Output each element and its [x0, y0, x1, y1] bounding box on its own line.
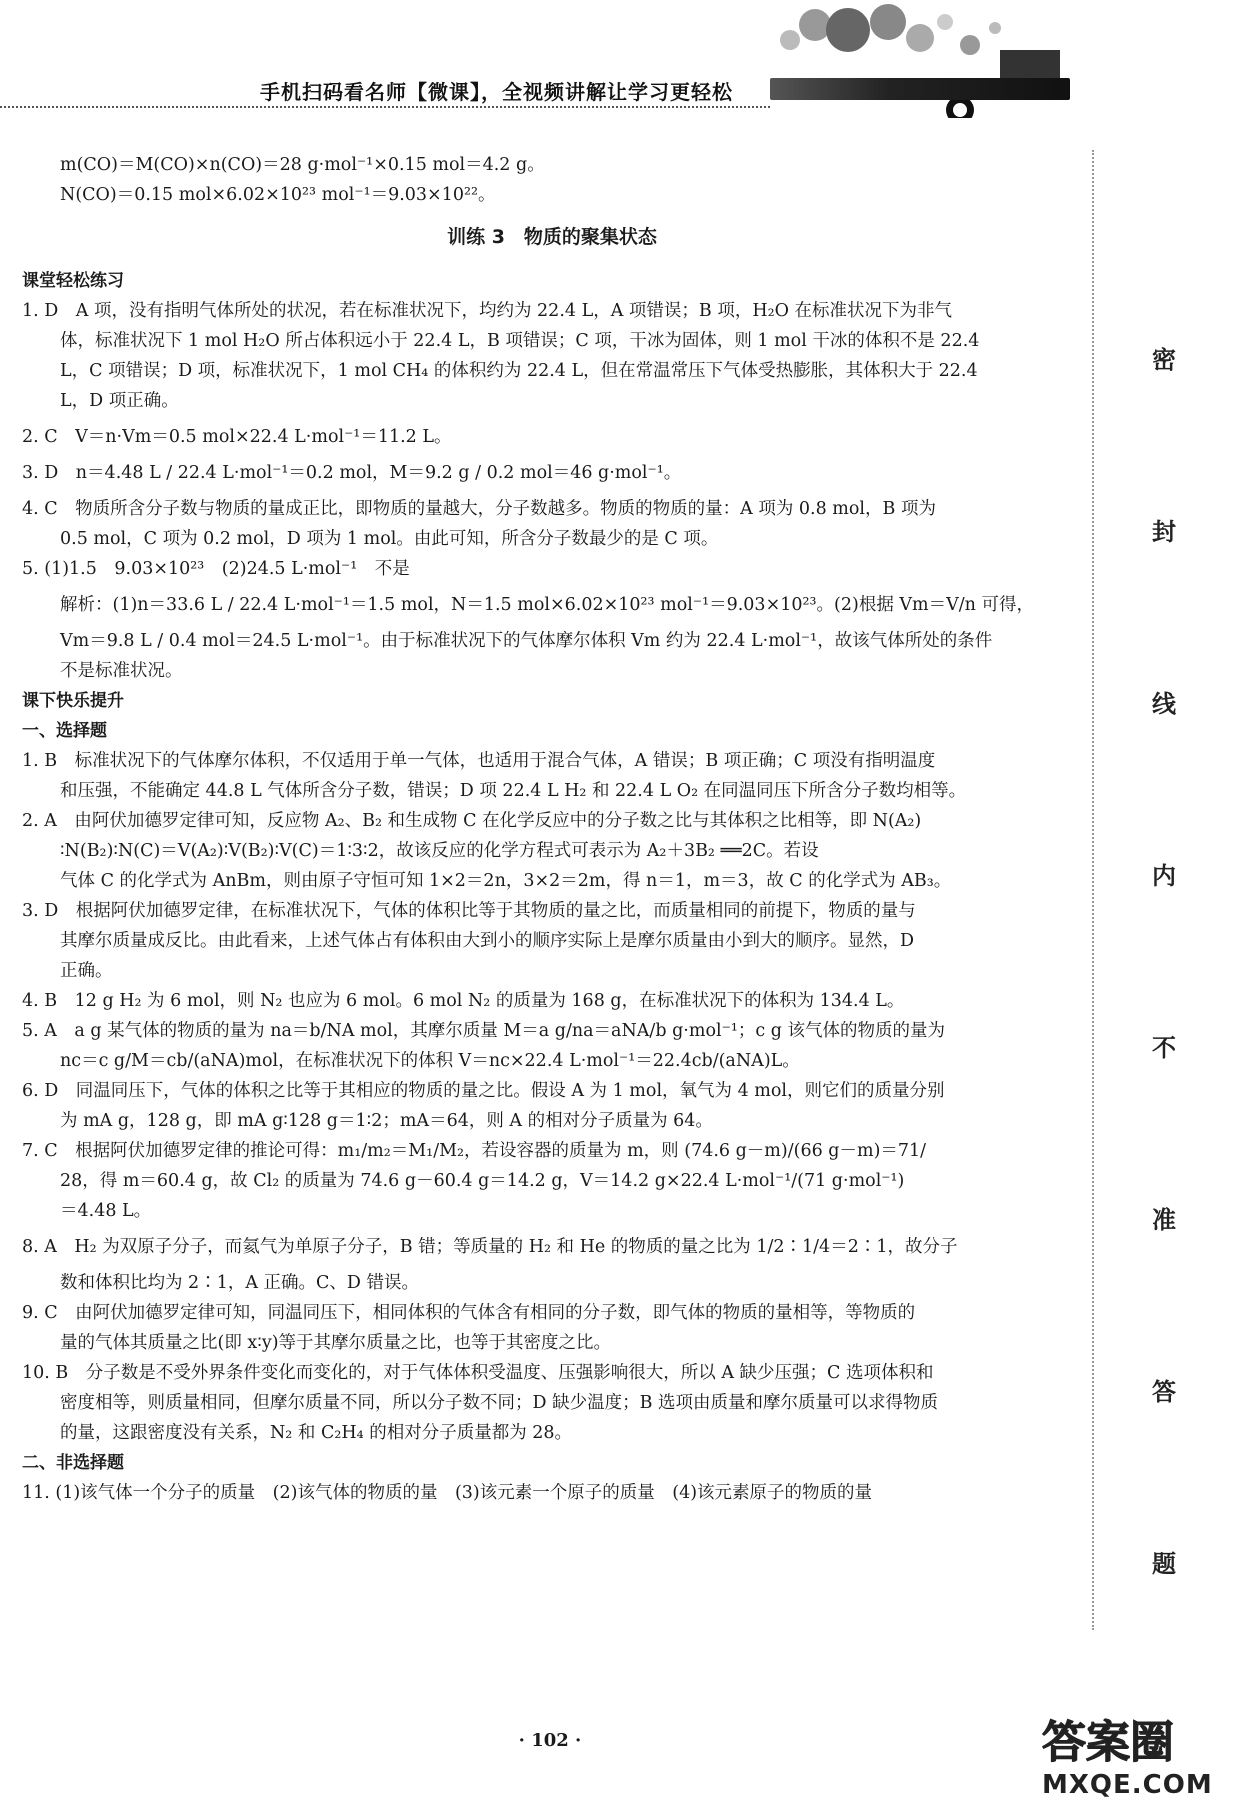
part-subheading: 一、选择题 — [22, 721, 107, 741]
text-line: 体，标准状况下 1 mol H₂O 所占体积远小于 22.4 L，B 项错误；C 项，干冰为固体，则 1 mol 干冰的体积不是 22.4 — [60, 331, 980, 351]
text-line: 7. C 根据阿伏加德罗定律的推论可得：m₁/m₂＝M₁/M₂，若设容器的质量为 m，则 (74.6 g－m)/(66 g－m)＝71/ — [22, 1141, 927, 1161]
answer-content — [22, 150, 1082, 1508]
text-line: 3. D n＝4.48 L / 22.4 L·mol⁻¹＝0.2 mol，M＝9.2 g / 0.2 mol＝46 g·mol⁻¹。 — [22, 463, 682, 483]
seal-char: 答 — [1152, 1378, 1176, 1406]
part-heading: 课下快乐提升 — [22, 691, 124, 711]
text-line: 9. C 由阿伏加德罗定律可知，同温同压下，相同体积的气体含有相同的分子数，即气体的物质的量相等，等物质的 — [22, 1303, 916, 1323]
text-line: 解析：(1)n＝33.6 L / 22.4 L·mol⁻¹＝1.5 mol，N＝1.5 mol×6.02×10²³ mol⁻¹＝9.03×10²³。(2)根据 Vm＝V/n 可得， — [60, 595, 1034, 615]
text-line: 其摩尔质量成反比。由此看来，上述气体占有体积由大到小的顺序实际上是摩尔质量由小到大的顺序。显然，D — [60, 931, 915, 951]
text-line: nc＝c g/M＝cb/(aNA)mol，在标准状况下的体积 V＝nc×22.4 L·mol⁻¹＝22.4cb/(aNA)L。 — [60, 1051, 800, 1071]
text-line: 5. A a g 某气体的物质的量为 na＝b/NA mol，其摩尔质量 M＝a g/na＝aNA/b g·mol⁻¹；c g 该气体的物质的量为 — [22, 1021, 945, 1041]
text-line: 5. (1)1.5 9.03×10²³ (2)24.5 L·mol⁻¹ 不是 — [22, 559, 410, 579]
text-line: 3. D 根据阿伏加德罗定律，在标准状况下，气体的体积比等于其物质的量之比，而质量相同的前提下，物质的量与 — [22, 901, 916, 921]
part-subheading: 二、非选择题 — [22, 1453, 124, 1473]
watermark-logo — [1042, 1706, 1232, 1800]
text-line: L，C 项错误；D 项，标准状况下，1 mol CH₄ 的体积约为 22.4 L，但在常温常压下气体受热膨胀，其体积大于 22.4 — [60, 361, 978, 381]
header-banner: 手机扫码看名师【微课】，全视频讲解让学习更轻松 — [260, 80, 733, 104]
page-header — [0, 0, 1246, 118]
text-line: 28，得 m＝60.4 g，故 Cl₂ 的质量为 74.6 g－60.4 g＝14.2 g，V＝14.2 g×22.4 L·mol⁻¹/(71 g·mol⁻¹) — [60, 1171, 905, 1191]
text-line: 2. A 由阿伏加德罗定律可知，反应物 A₂、B₂ 和生成物 C 在化学反应中的分子数之比与其体积之比相等，即 N(A₂) — [22, 811, 922, 831]
text-line: 11. (1)该气体一个分子的质量 (2)该气体的物质的量 (3)该元素一个原子的质量 (4)该元素原子的物质的量 — [22, 1483, 873, 1503]
seal-char: 密 — [1152, 346, 1176, 374]
text-line: 量的气体其质量之比(即 x∶y)等于其摩尔质量之比，也等于其密度之比。 — [60, 1333, 612, 1353]
page-number: · 102 · — [518, 1730, 582, 1751]
seal-char: 题 — [1152, 1550, 1176, 1578]
watermark-title: 答案圈 — [1042, 1717, 1174, 1768]
text-line: 不是标准状况。 — [60, 661, 183, 681]
text-line: ∶N(B₂)∶N(C)＝V(A₂)∶V(B₂)∶V(C)＝1∶3∶2，故该反应的化学方程式可表示为 A₂＋3B₂ ══2C。若设 — [60, 841, 819, 861]
text-line: m(CO)＝M(CO)×n(CO)＝28 g·mol⁻¹×0.15 mol＝4.2 g。 — [60, 155, 545, 175]
text-line: L，D 项正确。 — [60, 391, 179, 411]
text-line: 4. B 12 g H₂ 为 6 mol，则 N₂ 也应为 6 mol。6 mol N₂ 的质量为 168 g，在标准状况下的体积为 134.4 L。 — [22, 991, 905, 1011]
watermark-domain: MXQE.COM — [1042, 1770, 1213, 1800]
text-line: 4. C 物质所含分子数与物质的量成正比，即物质的量越大，分子数越多。物质的物质的量：A 项为 0.8 mol，B 项为 — [22, 499, 936, 519]
text-line: 0.5 mol，C 项为 0.2 mol，D 项为 1 mol。由此可知，所含分子数最少的是 C 项。 — [60, 529, 719, 549]
text-line: 6. D 同温同压下，气体的体积之比等于其相应的物质的量之比。假设 A 为 1 mol，氧气为 4 mol，则它们的质量分别 — [22, 1081, 945, 1101]
text-line: 1. B 标准状况下的气体摩尔体积，不仅适用于单一气体，也适用于混合气体，A 错误；B 项正确；C 项没有指明温度 — [22, 751, 936, 771]
text-line: N(CO)＝0.15 mol×6.02×10²³ mol⁻¹＝9.03×10²²。 — [60, 185, 496, 205]
text-line: 2. C V＝n·Vm＝0.5 mol×22.4 L·mol⁻¹＝11.2 L。 — [22, 427, 452, 447]
text-line: 数和体积比均为 2∶1，A 正确。C、D 错误。 — [60, 1273, 420, 1293]
text-line: 10. B 分子数是不受外界条件变化而变化的，对于气体体积受温度、压强影响很大，所以 A 缺少压强；C 选项体积和 — [22, 1363, 934, 1383]
part-heading: 课堂轻松练习 — [22, 271, 124, 291]
seal-line-margin — [1092, 150, 1246, 1630]
text-line: 为 mA g，128 g，即 mA g∶128 g＝1∶2；mA＝64，则 A 的相对分子质量为 64。 — [60, 1111, 713, 1131]
text-line: 密度相等，则质量相同，但摩尔质量不同，所以分子数不同；D 缺少温度；B 选项由质量和摩尔质量可以求得物质 — [60, 1393, 939, 1413]
seal-char: 线 — [1152, 690, 1176, 718]
seal-char: 封 — [1152, 518, 1176, 546]
text-line: 和压强，不能确定 44.8 L 气体所含分子数，错误；D 项 22.4 L H₂ 和 22.4 L O₂ 在同温同压下所含分子数均相等。 — [60, 781, 967, 801]
text-line: Vm＝9.8 L / 0.4 mol＝24.5 L·mol⁻¹。由于标准状况下的气体摩尔体积 Vm 约为 22.4 L·mol⁻¹，故该气体所处的条件 — [60, 631, 993, 651]
seal-char: 不 — [1152, 1034, 1176, 1062]
text-line: 1. D A 项，没有指明气体所处的状况，若在标准状况下，均约为 22.4 L，A 项错误；B 项，H₂O 在标准状况下为非气 — [22, 301, 953, 321]
text-line: 8. A H₂ 为双原子分子，而氦气为单原子分子，B 错；等质量的 H₂ 和 He 的物质的量之比为 1/2∶1/4＝2∶1，故分子 — [22, 1237, 958, 1257]
text-line: 的量，这跟密度没有关系，N₂ 和 C₂H₄ 的相对分子质量都为 28。 — [60, 1423, 573, 1443]
seal-char: 内 — [1152, 862, 1176, 890]
seal-char: 准 — [1152, 1206, 1176, 1234]
header-dark-bar — [770, 78, 1070, 100]
text-line: 正确。 — [60, 961, 113, 981]
header-divider — [0, 106, 770, 108]
text-line: ＝4.48 L。 — [60, 1201, 152, 1221]
text-line: 气体 C 的化学式为 AnBm，则由原子守恒可知 1×2＝2n，3×2＝2m，得 n＝1，m＝3，故 C 的化学式为 AB₃。 — [60, 871, 952, 891]
section-title: 训练 3 物质的聚集状态 — [447, 226, 657, 248]
